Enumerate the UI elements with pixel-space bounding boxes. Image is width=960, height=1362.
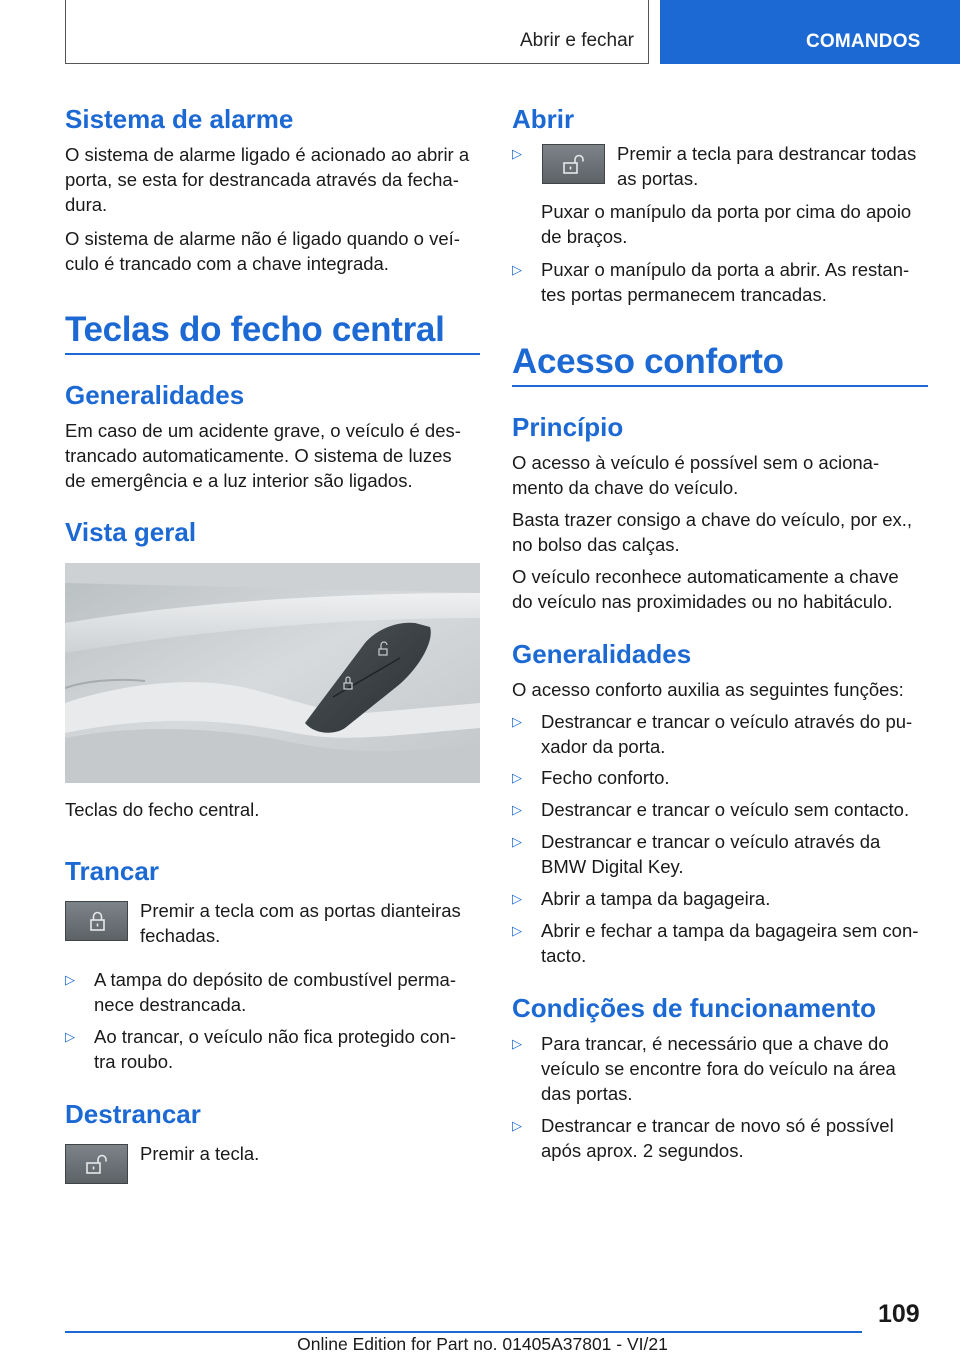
principle-paragraph-1: O acesso à veículo é possível sem o aciona‐ mento da chave do veículo.: [512, 452, 880, 498]
bullet-triangle-icon: ▷: [512, 834, 522, 849]
bullet-triangle-icon: ▷: [65, 972, 75, 987]
alarm-paragraph-1: O sistema de alarme ligado é acionado ao abrir a porta, se esta for destrancada através da fecha‐ dura.: [65, 144, 470, 215]
lock-text: Premir a tecla com as portas dianteiras fechadas.: [140, 900, 461, 946]
open-bullet-1-subtext: Puxar o manípulo da porta por cima do apoio de braços.: [541, 201, 912, 247]
general-heading-right: Generalidades: [512, 639, 692, 669]
conditions-heading: Condições de funcionamento: [512, 993, 877, 1023]
general-paragraph-left: Em caso de um acidente grave, o veículo é des‐ trancado automaticamente. O sistema de luzes de emergência e a luz interior são ligados.: [65, 420, 461, 491]
general-paragraph-right: O acesso conforto auxilia as seguintes funções:: [512, 679, 904, 700]
header-section-box: [65, 0, 649, 64]
bullet-triangle-icon: ▷: [65, 1029, 75, 1044]
photo-caption: Teclas do fecho central.: [65, 799, 260, 820]
open-bullet-1-text: Premir a tecla para destrancar todas as portas.: [617, 143, 917, 189]
lock-heading: Trancar: [65, 856, 159, 886]
bullet-triangle-icon: ▷: [512, 146, 522, 161]
page-number: 109: [878, 1300, 920, 1328]
footer-rule: [65, 1331, 862, 1333]
header-section-title: Abrir e fechar: [519, 30, 634, 51]
bullet-triangle-icon: ▷: [512, 802, 522, 817]
open-unlock-key-icon: [542, 144, 605, 184]
lock-key-icon: [65, 901, 128, 941]
door-handle-photo: [65, 563, 480, 783]
bullet-triangle-icon: ▷: [512, 1118, 522, 1133]
header-chapter-label: COMANDOS: [806, 31, 921, 52]
unlock-heading: Destrancar: [65, 1099, 201, 1129]
alarm-heading: Sistema de alarme: [65, 104, 294, 134]
principle-paragraph-3: O veículo reconhece automaticamente a chave do veículo nas proximidades ou no habitáculo.: [512, 566, 899, 612]
unlock-text: Premir a tecla.: [140, 1143, 260, 1164]
footer-edition: Online Edition for Part no. 01405A37801 - VI/21: [297, 1334, 668, 1354]
general-heading-left: Generalidades: [65, 380, 245, 410]
bullet-triangle-icon: ▷: [512, 770, 522, 785]
heading-rule: [512, 385, 928, 387]
bullet-triangle-icon: ▷: [512, 891, 522, 906]
bullet-triangle-icon: ▷: [512, 923, 522, 938]
alarm-paragraph-2: O sistema de alarme não é ligado quando o veí‐ culo é trancado com a chave integrada.: [65, 228, 460, 274]
overview-heading: Vista geral: [65, 517, 197, 547]
heading-rule: [65, 353, 480, 355]
header-chapter-tab: [660, 0, 960, 64]
unlock-key-icon: [65, 1144, 128, 1184]
bullet-triangle-icon: ▷: [512, 262, 522, 277]
principle-paragraph-2: Basta trazer consigo a chave do veículo, por ex., no bolso das calças.: [512, 509, 913, 555]
bullet-triangle-icon: ▷: [512, 714, 522, 729]
open-heading: Abrir: [512, 104, 575, 134]
principle-heading: Princípio: [512, 412, 624, 442]
central-locking-heading: Teclas do fecho central: [65, 310, 445, 349]
bullet-triangle-icon: ▷: [512, 1036, 522, 1051]
comfort-access-heading: Acesso conforto: [512, 342, 784, 381]
